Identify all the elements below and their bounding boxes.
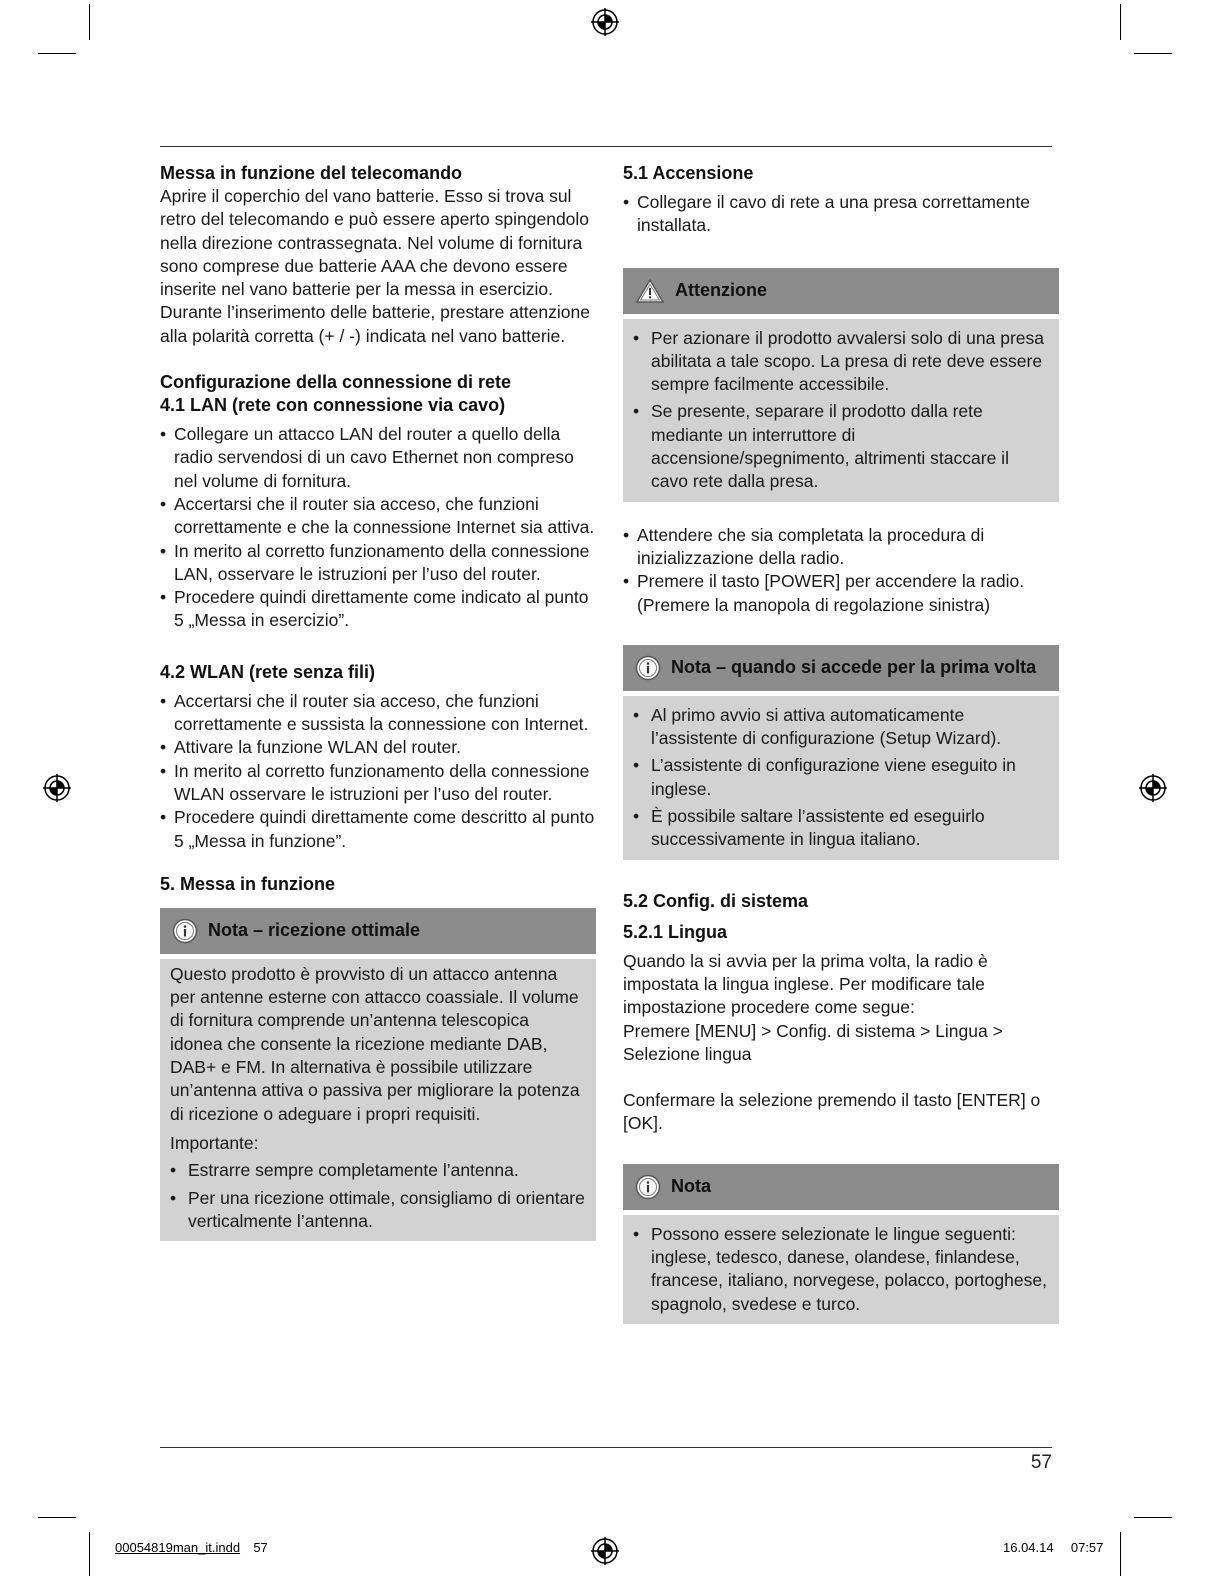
note-box-header	[623, 1164, 1059, 1210]
info-icon	[172, 918, 198, 944]
left-column	[160, 162, 596, 1241]
lingua-path: Premere [MENU] > Config. di sistema > Lingua > Selezione lingua	[623, 1020, 1003, 1064]
note-box-first-start	[623, 645, 1059, 860]
note-box-header	[623, 645, 1059, 691]
list-item: • Per una ricezione ottimale, consigliamo di orientare verticalmente l’antenna.	[170, 1187, 586, 1234]
list-item: • Collegare il cavo di rete a una presa correttamente installata.	[623, 191, 1059, 238]
slug-datetime	[1003, 1540, 1103, 1555]
note-box-title: Nota	[671, 1176, 711, 1197]
info-icon	[635, 1174, 661, 1200]
crop-mark-top-right-h	[1134, 53, 1172, 54]
crop-mark-bottom-right-h	[1134, 1517, 1172, 1518]
lingua-confirm: Confermare la selezione premendo il tasto [ENTER] o [OK].	[623, 1090, 1041, 1134]
list-item: • Per azionare il prodotto avvalersi solo di una presa abilitata a tale scopo. La presa di rete deve essere sempre facilmente accessibile.	[633, 327, 1049, 397]
note-box-reception	[160, 908, 596, 1241]
remote-text: Aprire il coperchio del vano batterie. Esso si trova sul retro del telecomando e può essere aperto spingendolo nella direzione contrassegnata. Nel volume di fornitura sono comprese due batterie AAA che devono essere inserite nel vano batterie per la messa in esercizio. Durante l’inserimento delle batterie, prestare attenzione alla polarità corretta (+ / -) indicata nel vano batterie.	[160, 186, 590, 346]
s51-title: 5.1 Accensione	[623, 163, 754, 183]
list-item: • Al primo avvio si attiva automaticamente l’assistente di configurazione (Setup Wizard).	[633, 704, 1049, 751]
lan-list	[160, 423, 596, 633]
network-title: Configurazione della connessione di rete	[160, 372, 512, 393]
list-item: • Accertarsi che il router sia acceso, che funzioni correttamente e sussista la connessione con Internet.	[160, 690, 596, 737]
slug-date: 16.04.14	[1003, 1540, 1054, 1555]
remote-title: Messa in funzione del telecomando	[160, 163, 463, 183]
section5-title: 5. Messa in funzione	[160, 873, 336, 894]
crop-mark-bottom-right-v	[1120, 1532, 1121, 1576]
page-number: 57	[1030, 1452, 1052, 1473]
list-item: • È possibile saltare l’assistente ed eseguirlo successivamente in lingua italiano.	[633, 805, 1049, 852]
wlan-title: 4.2 WLAN (rete senza fili)	[160, 661, 376, 682]
s521-title: 5.2.1 Lingua	[623, 921, 728, 942]
note-box-body	[623, 1215, 1059, 1324]
note-important: Importante:	[170, 1132, 259, 1153]
registration-mark-icon	[590, 7, 620, 37]
bottom-rule	[160, 1447, 1052, 1448]
list-item: • Accertarsi che il router sia acceso, che funzioni correttamente e che la connessione Internet sia attiva.	[160, 493, 596, 540]
registration-mark-icon	[42, 773, 72, 803]
list-item: • Collegare un attacco LAN del router a quello della radio servendosi di un cavo Ethernet non compreso nel volume di fornitura.	[160, 423, 596, 493]
list-item: • Procedere quindi direttamente come descritto al punto 5 „Messa in funzione”.	[160, 806, 596, 853]
list-item: • Attendere che sia completata la procedura di inizializzazione della radio.	[623, 524, 1059, 571]
note-box-title: Nota – ricezione ottimale	[208, 920, 421, 941]
list-item: • Procedere quindi direttamente come indicato al punto 5 „Messa in esercizio”.	[160, 586, 596, 633]
lingua-text: Quando la si avvia per la prima volta, la radio è impostata la lingua inglese. Per modificare tale impostazione procedere come segue:	[623, 950, 988, 1018]
list-item: • Estrarre sempre completamente l’antenna.	[170, 1159, 586, 1182]
slug-page: 57	[253, 1540, 268, 1555]
note-list	[170, 1159, 586, 1233]
lan-title: 4.1 LAN (rete con connessione via cavo)	[160, 395, 506, 416]
top-rule	[160, 146, 1052, 147]
s51b-list	[623, 524, 1059, 617]
note-text: Questo prodotto è provvisto di un attacco antenna per antenne esterne con attacco coassiale. Il volume di fornitura comprende un’antenna telescopica idonea che consente la ricezione mediante DAB, DAB+ e FM. In alternativa è possibile utilizzare un’antenna attiva o passiva per migliorare la potenza di ricezione o adeguare i propri requisiti.	[170, 963, 580, 1124]
right-column	[623, 162, 1059, 1324]
note-box-header	[160, 908, 596, 954]
warning-list	[633, 327, 1049, 494]
slug-filename: 00054819man_it.indd	[115, 1540, 241, 1555]
slug-time: 07:57	[1070, 1540, 1104, 1555]
crop-mark-bottom-left-v	[89, 1532, 90, 1576]
warning-box-title: Attenzione	[675, 279, 767, 300]
note-list	[633, 1223, 1049, 1316]
wlan-list	[160, 690, 596, 853]
note-box-body	[160, 959, 596, 1241]
note-box-languages	[623, 1164, 1059, 1324]
s52-title: 5.2 Config. di sistema	[623, 890, 809, 911]
list-item: • Premere il tasto [POWER] per accendere la radio. (Premere la manopola di regolazione sinistra)	[623, 570, 1059, 617]
warning-triangle-icon	[635, 278, 665, 304]
warning-box-body	[623, 319, 1059, 502]
s51-list	[623, 191, 1059, 238]
warning-box	[623, 268, 1059, 502]
warning-box-header	[623, 268, 1059, 314]
slug-file	[115, 1540, 268, 1555]
crop-mark-bottom-left-h	[38, 1517, 76, 1518]
info-icon	[635, 655, 661, 681]
registration-mark-icon	[590, 1536, 620, 1566]
crop-mark-top-left-v	[89, 4, 90, 40]
list-item: • Se presente, separare il prodotto dalla rete mediante un interruttore di accensione/spegnimento, altrimenti staccare il cavo rete dalla presa.	[633, 400, 1049, 493]
list-item: • In merito al corretto funzionamento della connessione LAN, osservare le istruzioni per l’uso del router.	[160, 540, 596, 587]
note-box-title: Nota – quando si accede per la prima volta	[671, 657, 1037, 678]
crop-mark-top-left-h	[38, 53, 76, 54]
list-item: • L’assistente di configurazione viene eseguito in inglese.	[633, 754, 1049, 801]
note-box-body	[623, 696, 1059, 860]
list-item: • In merito al corretto funzionamento della connessione WLAN osservare le istruzioni per l’uso del router.	[160, 760, 596, 807]
crop-mark-top-right-v	[1120, 4, 1121, 40]
list-item: • Attivare la funzione WLAN del router.	[160, 736, 596, 759]
list-item: • Possono essere selezionate le lingue seguenti: inglese, tedesco, danese, olandese, finlandese, francese, italiano, norvegese, polacco, portoghese, spagnolo, svedese e turco.	[633, 1223, 1049, 1316]
registration-mark-icon	[1138, 773, 1168, 803]
note-list	[633, 704, 1049, 852]
